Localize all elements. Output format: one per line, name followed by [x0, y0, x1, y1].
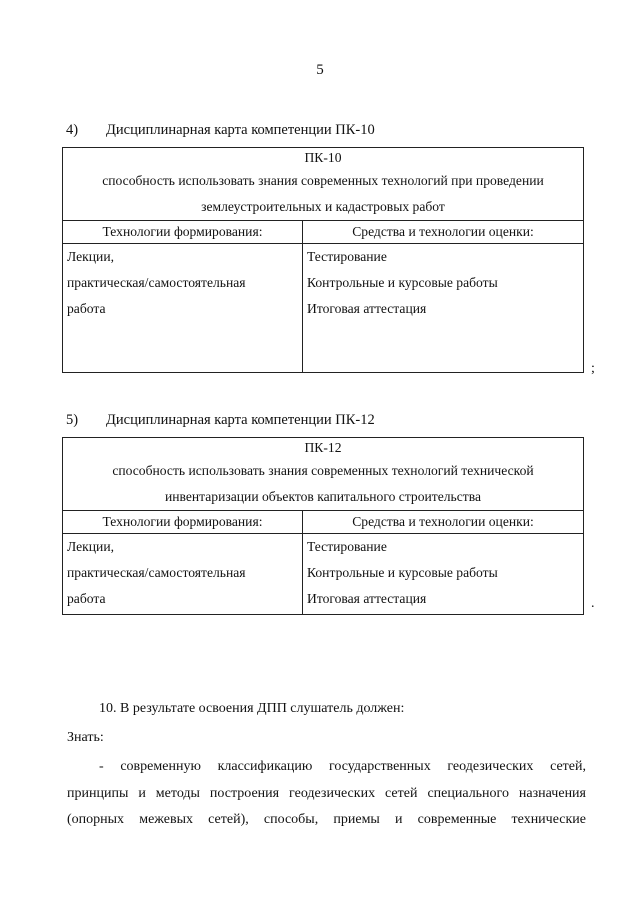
technologies-cell [63, 534, 303, 615]
col-header-technologies: Технологии формирования: [63, 221, 303, 244]
competence-card-pk10 [62, 147, 584, 373]
technology-item: Лекции, [67, 539, 114, 554]
competence-description-line: способность использовать знания современных технологий технической [112, 463, 534, 478]
trailing-punctuation: ; [591, 361, 595, 376]
assessment-item: Контрольные и курсовые работы [307, 565, 498, 580]
technology-item: практическая/самостоятельная [67, 565, 246, 580]
section-title: Дисциплинарная карта компетенции ПК-12 [106, 412, 375, 428]
card-header [63, 438, 584, 511]
section-heading-pk10 [66, 122, 375, 139]
competence-card-pk12 [62, 437, 584, 615]
trailing-punctuation: . [591, 596, 595, 611]
col-header-technologies: Технологии формирования: [63, 511, 303, 534]
section-title: Дисциплинарная карта компетенции ПК-10 [106, 122, 375, 138]
section-heading-pk12 [66, 412, 375, 429]
technologies-cell [63, 244, 303, 373]
technology-item: работа [67, 591, 106, 606]
competence-description-line: инвентаризации объектов капитального строительства [164, 489, 482, 504]
page-number: 5 [316, 62, 324, 78]
competence-code: ПК-10 [304, 150, 342, 165]
section-number: 5) [66, 412, 79, 428]
result-heading: 10. В результате освоения ДПП слушатель должен: [99, 701, 405, 716]
technology-item: работа [67, 301, 106, 316]
technology-item: практическая/самостоятельная [67, 275, 246, 290]
assessment-cell [303, 534, 584, 615]
assessment-item: Тестирование [307, 539, 387, 554]
body-text-line: принципы и методы построения геодезических сетей специального назначения [67, 786, 586, 801]
section-number: 4) [66, 122, 79, 138]
competence-description-line: способность использовать знания современных технологий при проведении [102, 173, 544, 188]
col-header-assessment: Средства и технологии оценки: [303, 511, 584, 534]
competence-code: ПК-12 [304, 440, 342, 455]
assessment-item: Итоговая аттестация [307, 301, 427, 316]
assessment-item: Итоговая аттестация [307, 591, 427, 606]
technology-item: Лекции, [67, 249, 114, 264]
competence-description-line: землеустроительных и кадастровых работ [201, 199, 445, 214]
body-text-line: (опорных межевых сетей), способы, приемы и современные технические [67, 812, 586, 827]
col-header-assessment: Средства и технологии оценки: [303, 221, 584, 244]
card-header [63, 148, 584, 221]
assessment-item: Контрольные и курсовые работы [307, 275, 498, 290]
assessment-cell [303, 244, 584, 373]
body-text-line: - современную классификацию государственных геодезических сетей, [99, 759, 586, 774]
assessment-item: Тестирование [307, 249, 387, 264]
know-label: Знать: [67, 730, 104, 745]
